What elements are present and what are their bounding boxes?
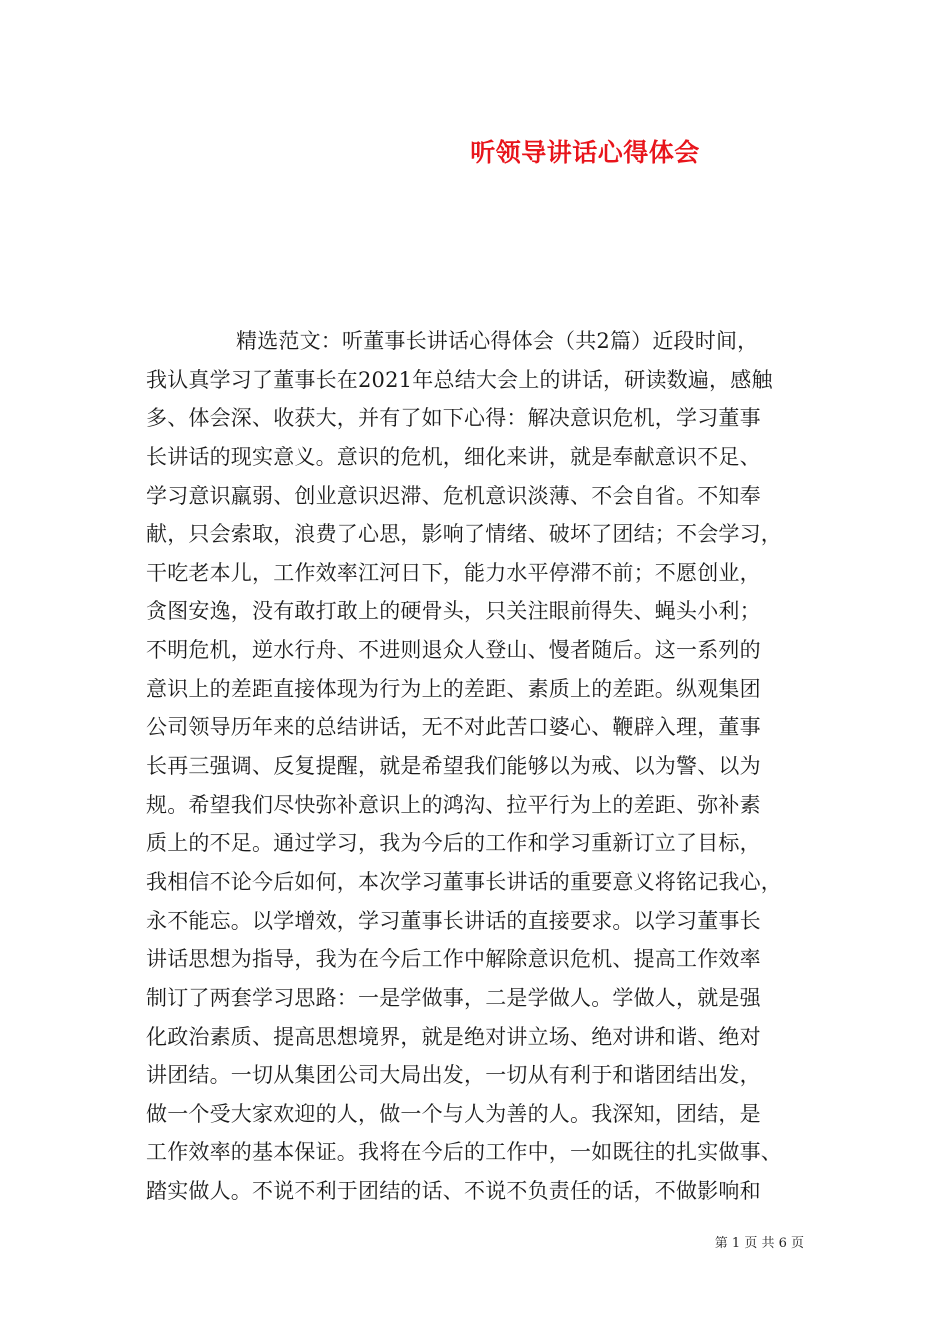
page-number-footer: 第 1 页 共 6 页 bbox=[714, 1236, 804, 1251]
body-line: 做一个受大家欢迎的人，做一个与人为善的人。我深知，团结，是 bbox=[146, 1101, 761, 1126]
body-line: 贪图安逸，没有敢打敢上的硬骨头，只关注眼前得失、蝇头小利； bbox=[146, 599, 761, 624]
body-line: 讲话思想为指导，我为在今后工作中解除意识危机、提高工作效率 bbox=[146, 947, 761, 972]
body-line: 踏实做人。不说不利于团结的话、不说不负责任的话，不做影响和 bbox=[146, 1179, 761, 1204]
body-line: 讲团结。一切从集团公司大局出发，一切从有利于和谐团结出发， bbox=[146, 1063, 761, 1088]
body-line: 永不能忘。以学增效，学习董事长讲话的直接要求。以学习董事长 bbox=[146, 908, 761, 933]
body-line: 不明危机，逆水行舟、不进则退众人登山、慢者随后。这一系列的 bbox=[146, 638, 761, 663]
body-line: 意识上的差距直接体现为行为上的差距、素质上的差距。纵观集团 bbox=[146, 676, 761, 701]
body-line: 献，只会索取，浪费了心思，影响了情绪、破坏了团结；不会学习， bbox=[146, 522, 782, 547]
body-line: 规。希望我们尽快弥补意识上的鸿沟、拉平行为上的差距、弥补素 bbox=[146, 792, 761, 817]
body-line: 化政治素质、提高思想境界，就是绝对讲立场、绝对讲和谐、绝对 bbox=[146, 1024, 761, 1049]
body-line: 长再三强调、反复提醒，就是希望我们能够以为戒、以为警、以为 bbox=[146, 754, 761, 779]
body-line: 制订了两套学习思路：一是学做事，二是学做人。学做人，就是强 bbox=[146, 985, 761, 1010]
body-line: 我相信不论今后如何，本次学习董事长讲话的重要意义将铭记我心， bbox=[146, 869, 782, 894]
body-line: 公司领导历年来的总结讲话，无不对此苦口婆心、鞭辟入理，董事 bbox=[146, 715, 761, 740]
body-line: 长讲话的现实意义。意识的危机，细化来讲，就是奉献意识不足、 bbox=[146, 444, 761, 469]
body-line: 学习意识羸弱、创业意识迟滞、危机意识淡薄、不会自省。不知奉 bbox=[146, 483, 761, 508]
body-line: 干吃老本儿，工作效率江河日下，能力水平停滞不前；不愿创业， bbox=[146, 560, 761, 585]
body-paragraph bbox=[146, 322, 836, 1211]
document-title: 听领导讲话心得体会 bbox=[470, 138, 700, 167]
body-line: 工作效率的基本保证。我将在今后的工作中，一如既往的扎实做事、 bbox=[146, 1140, 782, 1165]
body-line: 我认真学习了董事长在2021年总结大会上的讲话，研读数遍，感触 bbox=[146, 367, 773, 392]
body-line: 质上的不足。通过学习，我为今后的工作和学习重新订立了目标， bbox=[146, 831, 761, 856]
body-line: 精选范文：听董事长讲话心得体会（共2篇）近段时间， bbox=[236, 329, 759, 353]
body-line: 多、体会深、收获大，并有了如下心得：解决意识危机，学习董事 bbox=[146, 406, 761, 431]
